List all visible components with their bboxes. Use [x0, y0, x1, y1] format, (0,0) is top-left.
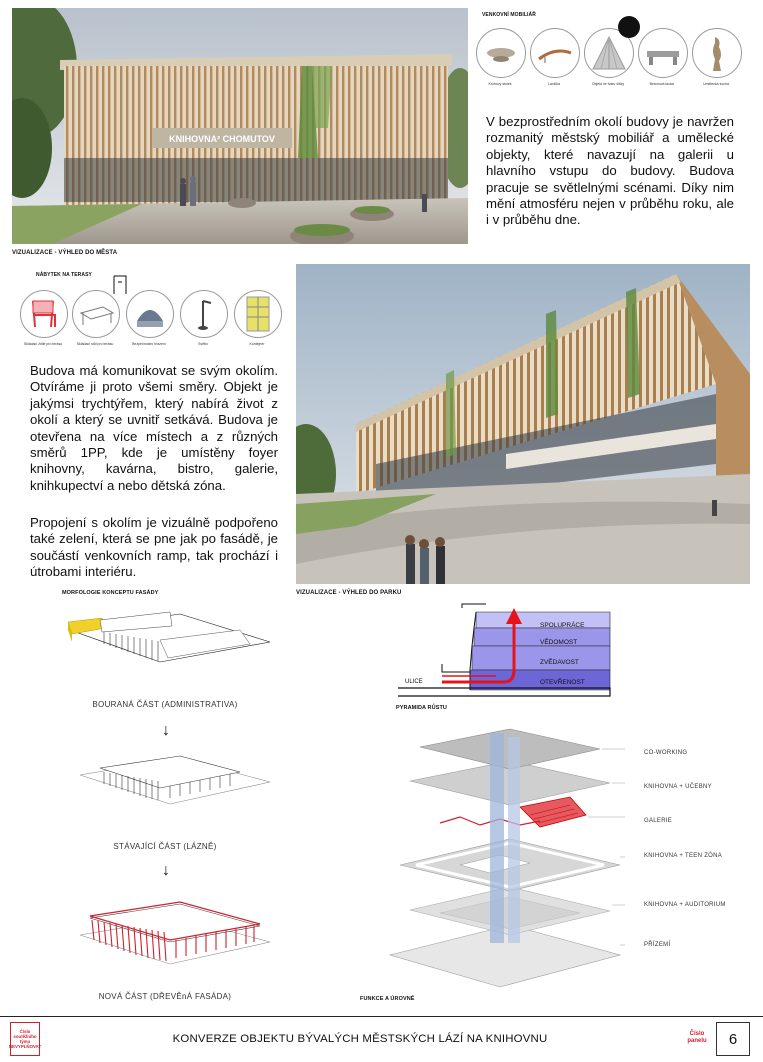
city-view-caption: VIZUALIZACE - VÝHLED DO MĚSTA: [12, 250, 118, 256]
mobiliar-item-label: Kruhový stolek: [488, 82, 512, 86]
morfologie-title: MORFOLOGIE KONCEPTU FASÁDY: [62, 590, 159, 596]
cone-sculpture-dark-icon: [618, 16, 640, 38]
funkce-floor-label: KNIHOVNA + AUDITORIUM: [644, 902, 726, 908]
funkce-floor-label: KNIHOVNA + TEEN ZÓNA: [644, 853, 723, 859]
pyramida-level: SPOLUPRÁCE: [540, 622, 585, 629]
funkce-floor-label: CO-WORKING: [644, 750, 688, 756]
city-view-render: [12, 8, 468, 244]
pyramida-title: PYRAMIDA RŮSTU: [396, 705, 448, 711]
table-icon: [72, 290, 120, 338]
funkce-floor-label: KNIHOVNA + UČEBNY: [644, 784, 712, 790]
panel-number-label: Číslo panelu: [687, 1031, 707, 1044]
pyramida-level: ZVĚDAVOST: [540, 659, 579, 666]
nabytek-item-label: Bezpečnostní hrazení: [132, 342, 166, 346]
morfologie-step-label: NOVÁ ČÁST (DŘEVĚnÁ FASÁDA): [98, 992, 232, 1001]
park-view-render: [296, 264, 750, 584]
pyramida-diagram: [396, 600, 616, 704]
bench-icon: [530, 28, 580, 78]
chair-icon: [20, 290, 68, 338]
mobiliar-text: V bezprostředním okolí budovy je navržen rozmanitý městský mobiliář a umělecké objekty, které navazují na galerii u hlavního vstupu do budovy. Budova pracuje se světlelnými scénami. Díky nim mění atmosféru nejen v průběhu roku, ale i v průběhu dne.: [486, 114, 734, 228]
pyramida-level: OTEVŘENOST: [540, 679, 585, 686]
down-arrow-icon: ↓: [162, 862, 170, 879]
concrete-bench-icon: [638, 28, 688, 78]
nabytek-item-label: Skládací židle pro terasu: [23, 342, 63, 346]
mobiliar-title: VENKOVNÍ MOBILIÁŘ: [482, 12, 536, 18]
funkce-title: FUNKCE A ÚROVNĚ: [360, 996, 415, 1002]
mobiliar-item-label: Betonová lavice: [649, 82, 675, 86]
lamp-icon: [180, 290, 228, 338]
chair-dimension-icon: [112, 274, 128, 296]
concept-text: Budova má komunikovat se svým okolím. Otvíráme ji proto všemi směry. Objekt je jakýmsi trychtýřem, který nabírá život z okolí a který se uvnitř setkává. Budova je otevřena na více místech a z různých směrů 1PP, kde je umístěny foyer knihovny, kavárna, bistro, galerie, knihkupectví a nebo dětská zóna.: [30, 363, 278, 493]
footer-divider: [0, 1016, 763, 1017]
nabytek-item-label: Skládací stůl pro terasu: [76, 342, 114, 346]
morfologie-diagram: [40, 600, 290, 1010]
city-view-illustration: [12, 8, 468, 244]
competitor-number-box: [10, 1022, 40, 1056]
panel-number-box: [716, 1022, 750, 1056]
panel-number: 6: [728, 1030, 738, 1048]
funkce-diagram: [370, 725, 630, 995]
nabytek-item-label: Světlo: [198, 342, 208, 346]
panel-title: KONVERZE OBJEKTU BÝVALÝCH MĚSTSKÝCH LÁZÍ NA KNIHOVNU: [172, 1033, 548, 1045]
library-sign: KNIHOVNA² CHOMUTOV: [169, 134, 275, 144]
mobiliar-item-label: Lavička: [548, 82, 560, 86]
morfologie-step-label: STÁVAJÍCÍ ČÁST (LÁZNĚ): [113, 842, 217, 851]
park-view-illustration: [296, 264, 750, 584]
morfologie-step-label: BOURANÁ ČÁST (ADMINISTRATIVA): [92, 700, 238, 709]
nabytek-item-label: Kontejner: [249, 342, 265, 346]
park-view-caption: VIZUALIZACE - VÝHLED DO PARKU: [296, 590, 402, 596]
competitor-number-label: Číslo soutěžního týmu NEVYPLŇOVAT: [8, 1029, 42, 1049]
funkce-floor-label: GALERIE: [644, 818, 673, 824]
statue-icon: [692, 28, 742, 78]
shelf-icon: [234, 290, 282, 338]
pyramida-level-band: [472, 646, 610, 670]
round-table-icon: [476, 28, 526, 78]
down-arrow-icon: ↓: [162, 722, 170, 739]
greenery-text: Propojení s okolím je vizuálně podpořeno také zelení, která se pne jak po fasádě, je součástí venkovních ramp, tak prochází i útrobami interiéru.: [30, 515, 278, 580]
funkce-floor-label: PŘÍZEMÍ: [644, 942, 671, 948]
nabytek-title: NÁBYTEK NA TERASY: [36, 272, 92, 278]
pavilion-icon: [126, 290, 174, 338]
pyramida-level: VĚDOMOST: [540, 639, 578, 646]
mobiliar-item-label: Umělecká socha: [703, 82, 729, 86]
pyramida-street-label: ULICE: [405, 679, 423, 685]
mobiliar-item-label: Objekt ve tvaru šišky: [591, 82, 625, 86]
